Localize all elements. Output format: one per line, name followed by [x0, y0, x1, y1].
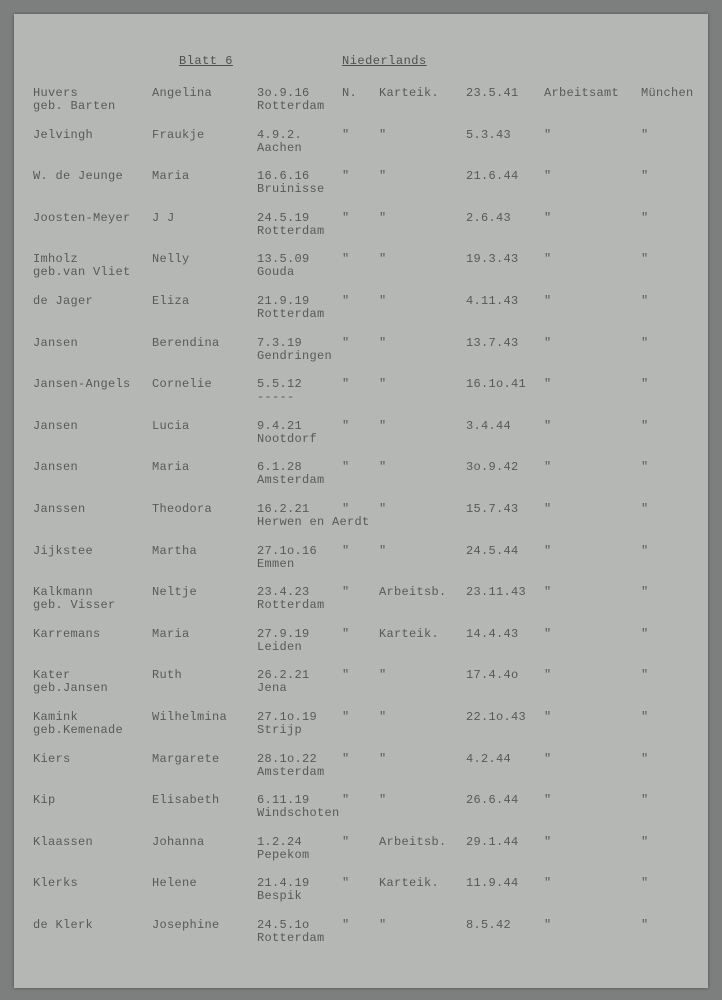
record-row — [14, 794, 708, 834]
birth-date: 16.6.16 — [257, 169, 310, 184]
city: " — [641, 626, 649, 641]
record-row — [14, 836, 708, 876]
birth-date: 28.1o.22 — [257, 751, 318, 766]
start-date: 16.1o.41 — [466, 377, 527, 392]
birth-date: 6.1.28 — [257, 460, 303, 475]
birth-place: Nootdorf — [257, 431, 318, 446]
city: " — [641, 585, 649, 600]
record-row — [14, 545, 708, 585]
nationality: " — [342, 377, 350, 392]
birth-place: Rotterdam — [257, 598, 325, 613]
sheet-heading — [14, 54, 708, 74]
nationality: " — [342, 418, 350, 433]
card-type: " — [379, 460, 387, 475]
start-date: 21.6.44 — [466, 169, 519, 184]
card-type: " — [379, 169, 387, 184]
record-row — [14, 919, 708, 959]
nationality: " — [342, 294, 350, 308]
birth-place: ----- — [257, 390, 295, 405]
given-name: Lucia — [152, 418, 190, 433]
record-row — [14, 877, 708, 917]
record-row — [14, 253, 708, 293]
birth-place: Strijp — [257, 723, 303, 737]
office: " — [544, 252, 552, 267]
card-type: " — [379, 252, 387, 267]
office: " — [544, 834, 552, 849]
nationality: " — [342, 502, 350, 516]
record-row — [14, 753, 708, 793]
maiden-name: geb.Jansen — [33, 681, 109, 696]
birth-place: Aachen — [257, 140, 303, 155]
record-row — [14, 170, 708, 210]
birth-date: 23.4.23 — [257, 585, 310, 600]
birth-place: Rotterdam — [257, 931, 325, 945]
nationality: " — [342, 710, 350, 724]
surname: Jansen — [33, 335, 79, 350]
nationality: " — [342, 626, 350, 641]
card-type: " — [379, 210, 387, 225]
start-date: 19.3.43 — [466, 252, 519, 267]
nationality: " — [342, 834, 350, 849]
surname: Klaassen — [33, 834, 94, 849]
given-name: Helene — [152, 876, 198, 891]
office: " — [544, 668, 552, 683]
sheet-number: Blatt 6 — [179, 54, 233, 68]
given-name: Neltje — [152, 585, 198, 600]
city: " — [641, 668, 649, 683]
surname: Klerks — [33, 876, 79, 891]
birth-place: Jena — [257, 681, 288, 696]
birth-date: 4.9.2. — [257, 127, 303, 142]
city: " — [641, 710, 649, 724]
nationality: " — [342, 210, 350, 225]
nationality: " — [342, 543, 350, 558]
given-name: Theodora — [152, 502, 213, 516]
nationality: " — [342, 169, 350, 184]
office: " — [544, 918, 552, 932]
surname: Kiers — [33, 751, 71, 766]
city: " — [641, 876, 649, 891]
birth-date: 27.9.19 — [257, 626, 310, 641]
maiden-name: geb. Barten — [33, 99, 116, 113]
nationality: N. — [342, 86, 358, 100]
start-date: 4.2.44 — [466, 751, 512, 766]
start-date: 15.7.43 — [466, 502, 519, 516]
birth-place: Herwen en Aerdt — [257, 515, 370, 529]
document-page — [14, 14, 708, 988]
city: " — [641, 169, 649, 184]
city: " — [641, 377, 649, 392]
start-date: 13.7.43 — [466, 335, 519, 350]
city: München — [641, 86, 694, 100]
city: " — [641, 460, 649, 475]
start-date: 3o.9.42 — [466, 460, 519, 475]
card-type: Arbeitsb. — [379, 834, 447, 849]
city: " — [641, 793, 649, 808]
office: " — [544, 169, 552, 184]
office: " — [544, 335, 552, 350]
birth-date: 13.5.09 — [257, 252, 310, 267]
birth-date: 6.11.19 — [257, 793, 310, 808]
record-row — [14, 711, 708, 751]
city: " — [641, 252, 649, 267]
start-date: 11.9.44 — [466, 876, 519, 891]
birth-place: Pepekom — [257, 847, 310, 862]
start-date: 24.5.44 — [466, 543, 519, 558]
surname: Jelvingh — [33, 127, 94, 142]
surname: Kater — [33, 668, 71, 683]
start-date: 22.1o.43 — [466, 710, 527, 724]
card-type: " — [379, 710, 387, 724]
office: " — [544, 210, 552, 225]
maiden-name: geb.van Vliet — [33, 265, 131, 280]
card-type: " — [379, 502, 387, 516]
record-row — [14, 295, 708, 335]
birth-date: 21.4.19 — [257, 876, 310, 891]
office: " — [544, 377, 552, 392]
record-row — [14, 337, 708, 377]
record-row — [14, 586, 708, 626]
card-type: " — [379, 668, 387, 683]
office: " — [544, 294, 552, 308]
birth-place: Rotterdam — [257, 223, 325, 238]
office: " — [544, 502, 552, 516]
card-type: " — [379, 751, 387, 766]
record-row — [14, 129, 708, 169]
office: " — [544, 793, 552, 808]
nationality: " — [342, 751, 350, 766]
birth-place: Gendringen — [257, 348, 333, 363]
city: " — [641, 543, 649, 558]
office: " — [544, 876, 552, 891]
birth-place: Amsterdam — [257, 473, 325, 488]
office: " — [544, 585, 552, 600]
nationality: " — [342, 918, 350, 932]
given-name: Eliza — [152, 294, 190, 308]
office: " — [544, 127, 552, 142]
city: " — [641, 294, 649, 308]
nationality: " — [342, 127, 350, 142]
card-type: " — [379, 377, 387, 392]
birth-date: 3o.9.16 — [257, 86, 310, 100]
card-type: Karteik. — [379, 876, 440, 891]
given-name: Elisabeth — [152, 793, 220, 808]
given-name: Maria — [152, 169, 190, 184]
card-type: " — [379, 543, 387, 558]
office: " — [544, 543, 552, 558]
card-type: " — [379, 918, 387, 932]
record-row — [14, 420, 708, 460]
surname: Jansen-Angels — [33, 377, 131, 392]
birth-date: 27.1o.19 — [257, 710, 318, 724]
card-type: " — [379, 793, 387, 808]
given-name: Martha — [152, 543, 198, 558]
city: " — [641, 127, 649, 142]
given-name: Berendina — [152, 335, 220, 350]
start-date: 17.4.4o — [466, 668, 519, 683]
given-name: Josephine — [152, 918, 220, 932]
surname: Karremans — [33, 626, 101, 641]
record-row — [14, 461, 708, 501]
birth-place: Gouda — [257, 265, 295, 280]
birth-date: 26.2.21 — [257, 668, 310, 683]
given-name: Angelina — [152, 86, 213, 100]
start-date: 26.6.44 — [466, 793, 519, 808]
birth-date: 27.1o.16 — [257, 543, 318, 558]
given-name: Fraukje — [152, 127, 205, 142]
start-date: 23.11.43 — [466, 585, 527, 600]
birth-date: 9.4.21 — [257, 418, 303, 433]
office: Arbeitsamt — [544, 86, 620, 100]
surname: Kalkmann — [33, 585, 94, 600]
birth-date: 1.2.24 — [257, 834, 303, 849]
start-date: 23.5.41 — [466, 86, 519, 100]
surname: Huvers — [33, 86, 79, 100]
birth-place: Bespik — [257, 889, 303, 904]
maiden-name: geb. Visser — [33, 598, 116, 613]
city: " — [641, 918, 649, 932]
surname: Joosten-Meyer — [33, 210, 131, 225]
office: " — [544, 626, 552, 641]
record-row — [14, 669, 708, 709]
card-type: " — [379, 294, 387, 308]
nationality: " — [342, 252, 350, 267]
country-heading: Niederlands — [342, 54, 427, 68]
birth-date: 24.5.19 — [257, 210, 310, 225]
surname: Jijkstee — [33, 543, 94, 558]
birth-date: 24.5.1o — [257, 918, 310, 932]
given-name: Margarete — [152, 751, 220, 766]
given-name: Johanna — [152, 834, 205, 849]
card-type: Karteik. — [379, 626, 440, 641]
city: " — [641, 502, 649, 516]
office: " — [544, 418, 552, 433]
birth-place: Bruinisse — [257, 182, 325, 197]
given-name: J J — [152, 210, 175, 225]
surname: Janssen — [33, 502, 86, 516]
start-date: 29.1.44 — [466, 834, 519, 849]
given-name: Nelly — [152, 252, 190, 267]
surname: Jansen — [33, 418, 79, 433]
surname: Kip — [33, 793, 56, 808]
office: " — [544, 751, 552, 766]
birth-date: 5.5.12 — [257, 377, 303, 392]
card-type: " — [379, 335, 387, 350]
city: " — [641, 335, 649, 350]
start-date: 3.4.44 — [466, 418, 512, 433]
nationality: " — [342, 793, 350, 808]
birth-place: Windschoten — [257, 806, 340, 821]
nationality: " — [342, 585, 350, 600]
start-date: 2.6.43 — [466, 210, 512, 225]
record-row — [14, 87, 708, 127]
given-name: Wilhelmina — [152, 710, 228, 724]
maiden-name: geb.Kemenade — [33, 723, 124, 737]
surname: W. de Jeunge — [33, 169, 124, 184]
nationality: " — [342, 335, 350, 350]
start-date: 4.11.43 — [466, 294, 519, 308]
birth-date: 7.3.19 — [257, 335, 303, 350]
surname: de Klerk — [33, 918, 94, 932]
record-row — [14, 503, 708, 543]
birth-place: Leiden — [257, 639, 303, 654]
given-name: Maria — [152, 460, 190, 475]
birth-place: Amsterdam — [257, 764, 325, 779]
office: " — [544, 460, 552, 475]
record-row — [14, 212, 708, 252]
card-type: Karteik. — [379, 86, 440, 100]
record-row — [14, 378, 708, 418]
city: " — [641, 418, 649, 433]
city: " — [641, 834, 649, 849]
nationality: " — [342, 668, 350, 683]
start-date: 14.4.43 — [466, 626, 519, 641]
card-type: " — [379, 418, 387, 433]
surname: Imholz — [33, 252, 79, 267]
given-name: Cornelie — [152, 377, 213, 392]
birth-date: 21.9.19 — [257, 294, 310, 308]
nationality: " — [342, 876, 350, 891]
birth-place: Rotterdam — [257, 307, 325, 321]
record-row — [14, 628, 708, 668]
given-name: Maria — [152, 626, 190, 641]
office: " — [544, 710, 552, 724]
surname: Jansen — [33, 460, 79, 475]
birth-place: Emmen — [257, 556, 295, 571]
surname: Kamink — [33, 710, 79, 724]
given-name: Ruth — [152, 668, 183, 683]
city: " — [641, 751, 649, 766]
birth-place: Rotterdam — [257, 99, 325, 113]
card-type: " — [379, 127, 387, 142]
start-date: 8.5.42 — [466, 918, 512, 932]
city: " — [641, 210, 649, 225]
card-type: Arbeitsb. — [379, 585, 447, 600]
nationality: " — [342, 460, 350, 475]
surname: de Jager — [33, 294, 94, 308]
start-date: 5.3.43 — [466, 127, 512, 142]
birth-date: 16.2.21 — [257, 502, 310, 516]
